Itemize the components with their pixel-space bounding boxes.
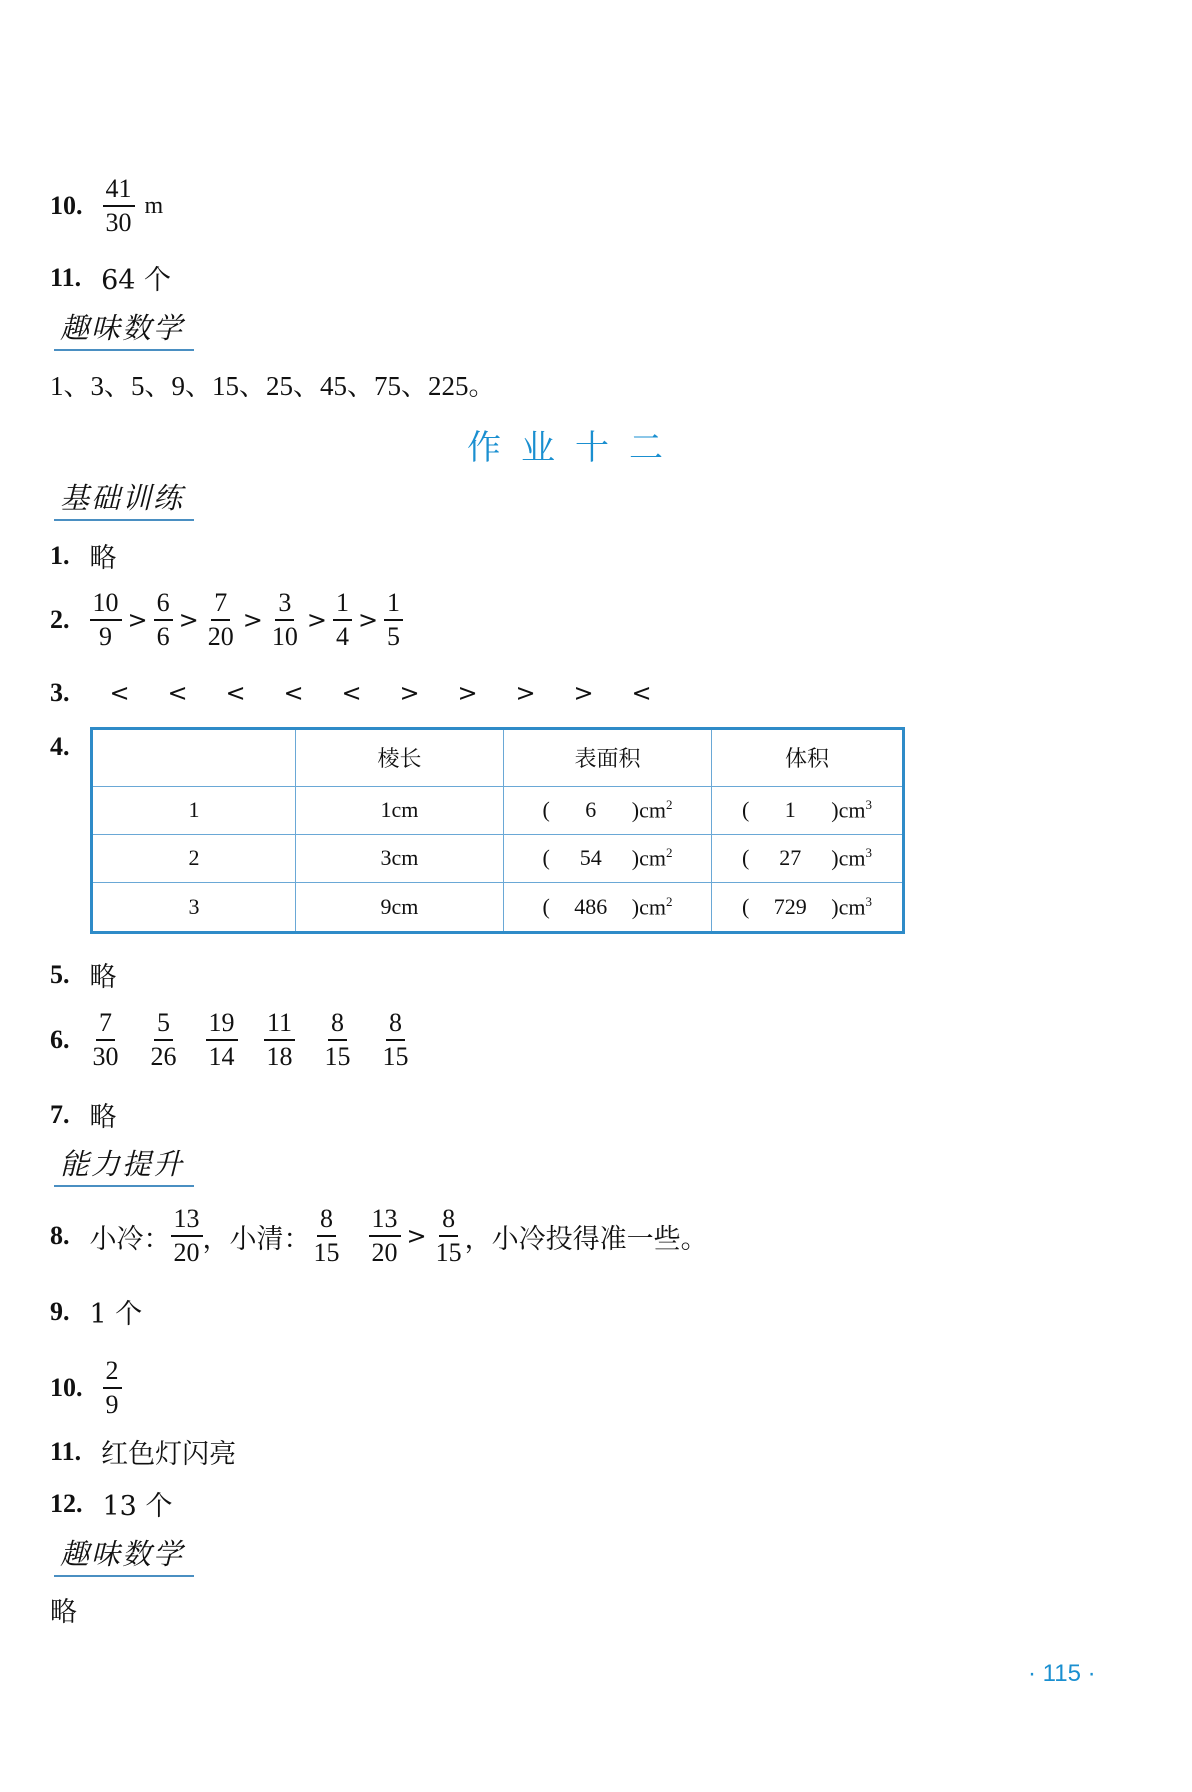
comparison-symbol: < bbox=[167, 679, 188, 707]
answer-10-top bbox=[50, 176, 163, 236]
fraction: $\frac{2}{9}$ bbox=[103, 1358, 122, 1418]
answer-5 bbox=[50, 955, 117, 994]
fraction: $\frac{10}{9}$ bbox=[90, 590, 122, 650]
table-header bbox=[92, 729, 296, 787]
comparison-symbol: < bbox=[109, 679, 130, 707]
answer-text: 小冷： bbox=[89, 1223, 171, 1255]
answer-text: 64 个 bbox=[101, 265, 172, 296]
table-cell: 1 bbox=[92, 786, 296, 834]
fraction: $\frac{1}{5}$ bbox=[384, 590, 403, 650]
item-number: 5. bbox=[50, 959, 70, 989]
table-cell: ( 486 )$cm^2$ bbox=[504, 883, 712, 933]
table-cell: ( 1 )$cm^3$ bbox=[712, 786, 904, 834]
comparison-symbol: > bbox=[573, 679, 594, 707]
answer-3 bbox=[50, 678, 690, 708]
fraction: $\frac{1}{4}$ bbox=[333, 590, 352, 650]
fraction: $\frac{5}{26}$ bbox=[150, 1008, 177, 1071]
comparison-symbol: > bbox=[457, 679, 478, 707]
greater-than: > bbox=[242, 606, 263, 634]
item-number: 10. bbox=[50, 191, 83, 220]
page-title: 作业十二 bbox=[467, 428, 683, 468]
item-number: 1. bbox=[50, 540, 70, 570]
table-cell: ( 54 )$cm^2$ bbox=[504, 834, 712, 882]
item-number: 6. bbox=[50, 1025, 70, 1054]
table-header: 体积 bbox=[712, 729, 904, 787]
item-number: 12. bbox=[50, 1488, 83, 1518]
table-header-row bbox=[92, 729, 904, 787]
fraction: $\frac{13}{20}$ bbox=[171, 1206, 203, 1266]
table-cell: 2 bbox=[92, 834, 296, 882]
fraction: $\frac{8}{15}$ bbox=[324, 1008, 351, 1071]
answer-7 bbox=[50, 1095, 117, 1134]
fraction: $\frac{7}{20}$ bbox=[207, 588, 234, 651]
answer-11 bbox=[50, 1432, 236, 1471]
comparison-symbol: < bbox=[631, 679, 652, 707]
answer-text: 1 个 bbox=[89, 1299, 143, 1330]
greater-than: > bbox=[357, 606, 379, 634]
answer-text: ，小冷投得准一些。 bbox=[464, 1223, 708, 1255]
greater-than: > bbox=[306, 606, 327, 634]
greater-than: > bbox=[406, 1222, 427, 1250]
table-cell: 9cm bbox=[296, 883, 504, 933]
table-row bbox=[92, 883, 904, 933]
section-fun-math-2: 趣味数学 bbox=[54, 1532, 194, 1577]
fraction: $\frac{6}{6}$ bbox=[154, 590, 173, 650]
item-number: 8. bbox=[50, 1221, 70, 1250]
comparison-symbol: < bbox=[341, 679, 362, 707]
answer-2 bbox=[50, 590, 403, 650]
comparison-symbol: > bbox=[399, 679, 420, 707]
greater-than: > bbox=[178, 606, 199, 634]
answer-9 bbox=[50, 1292, 142, 1331]
fun-math-answer-1: 1、3、5、9、15、25、45、75、225。 bbox=[50, 371, 496, 401]
answer-text: 13 个 bbox=[102, 1491, 173, 1522]
fraction: $\frac{8}{15}$ bbox=[313, 1204, 340, 1267]
item-number: 11. bbox=[50, 1436, 82, 1466]
item-number: 9. bbox=[50, 1296, 70, 1326]
fraction: $\frac{3}{10}$ bbox=[271, 588, 298, 651]
fraction: $\frac{7}{30}$ bbox=[92, 1008, 119, 1071]
unit: m bbox=[144, 192, 164, 219]
item-number: 11. bbox=[50, 262, 82, 292]
item-number: 7. bbox=[50, 1099, 70, 1129]
page-number: · 115 · bbox=[1028, 1660, 1096, 1687]
answer-text: 略 bbox=[89, 962, 117, 993]
fraction: $\frac{13}{20}$ bbox=[369, 1206, 401, 1266]
fraction: $\frac{8}{15}$ bbox=[435, 1204, 462, 1267]
answer-11-top bbox=[50, 258, 171, 297]
answer-10 bbox=[50, 1358, 122, 1418]
comparison-symbol: > bbox=[515, 679, 536, 707]
table-header: 表面积 bbox=[504, 729, 712, 787]
table-cell: 3 bbox=[92, 883, 296, 933]
fun-math-answer-2: 略 bbox=[50, 1597, 77, 1628]
table-row bbox=[92, 834, 904, 882]
item-number: 2. bbox=[50, 605, 70, 634]
table-cell: 3cm bbox=[296, 834, 504, 882]
answer-12 bbox=[50, 1484, 172, 1523]
answer-text: 略 bbox=[89, 543, 117, 574]
table-header: 棱长 bbox=[296, 729, 504, 787]
item-number: 4. bbox=[50, 732, 70, 761]
fraction: $\frac{19}{14}$ bbox=[206, 1010, 238, 1070]
answer-text: 红色灯闪亮 bbox=[101, 1439, 237, 1470]
item-number: 3. bbox=[50, 678, 70, 707]
comparison-symbol: < bbox=[225, 679, 246, 707]
item-number: 10. bbox=[50, 1373, 83, 1402]
answer-1 bbox=[50, 536, 117, 575]
table-cell: 1cm bbox=[296, 786, 504, 834]
comparison-symbol: < bbox=[283, 679, 304, 707]
answer-text: 略 bbox=[89, 1102, 117, 1133]
section-ability: 能力提升 bbox=[54, 1142, 194, 1187]
answer-4-label bbox=[50, 732, 90, 762]
fraction: $\frac{11}{18}$ bbox=[264, 1010, 296, 1070]
fraction: $\frac{41}{30}$ bbox=[103, 176, 135, 236]
table-cell: ( 6 )$cm^2$ bbox=[504, 786, 712, 834]
answer-text: ，小清： bbox=[202, 1223, 311, 1255]
section-fun-math-1: 趣味数学 bbox=[54, 306, 194, 351]
section-basic-training: 基础训练 bbox=[54, 476, 194, 521]
table-row bbox=[92, 786, 904, 834]
answer-6 bbox=[50, 1010, 412, 1070]
greater-than: > bbox=[127, 606, 148, 634]
table-cell: ( 27 )$cm^3$ bbox=[712, 834, 904, 882]
answer-8 bbox=[50, 1206, 708, 1266]
fraction: $\frac{8}{15}$ bbox=[382, 1008, 409, 1071]
table-cell: ( 729 )$cm^3$ bbox=[712, 883, 904, 933]
cube-table bbox=[90, 727, 905, 934]
